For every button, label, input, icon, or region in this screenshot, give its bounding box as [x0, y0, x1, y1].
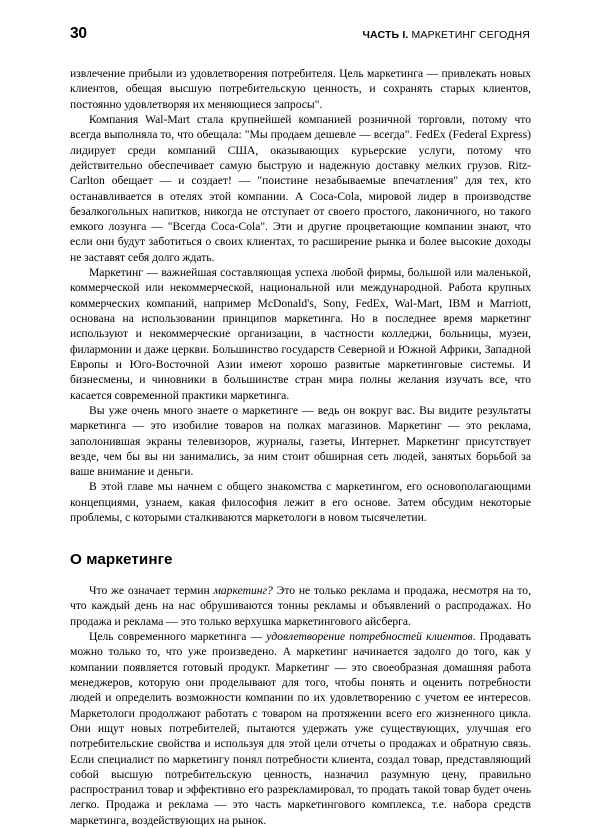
heading-spacer-below [70, 569, 531, 583]
emphasis-marketing-term: маркетинг? [213, 584, 273, 598]
text-column [70, 66, 531, 828]
header-title [363, 30, 530, 41]
paragraph-marketing-importance: Маркетинг — важнейшая составляющая успеха любой фирмы, большой или маленькой, коммерческой или некоммерческой, национальной или международной. Работа крупных коммерческих компаний, например McDonald's, Sony, FedEx, Wal-Mart, IBM и Marriott, основана на использовании принципов маркетинга. Но в последнее время маркетинг используют и некоммерческие организации, в частности колледжи, больницы, музеи, филармонии и даже церкви. Большинство государств Северной и Южной Африки, Западной Европы и Юго-Восточной Азии имеют хорошо развитые маркетинговые системы. И бизнесмены, и чиновники в большинстве стран мира полны желания изучать все, что касается современной практики маркетинга. [70, 266, 531, 402]
running-header [70, 26, 530, 42]
text-before-emphasis: Цель современного маркетинга — [89, 630, 267, 644]
header-part-label: ЧАСТЬ I. [362, 29, 409, 41]
paragraph-wal-mart: Компания Wal-Mart стала крупнейшей компанией розничной торговли, потому что всегда выполняла то, что обещала: "Мы продаем дешевле — всегда". FedEx (Federal Express) лидирует среди компаний США, оказывающих курьерские услуги, потому что действительно обеспечивает самую быструю и надежную доставку мелких грузов. Ritz-Carlton обещает — и создает! — "поистине незабываемые впечатления" для тех, кто останавливается в отелях этой компании. А Coca-Cola, мировой лидер в производстве безалкогольных напитков, никогда не отступает от своего простого, лаконичного, но такого емкого лозунга — "Всегда Coca-Cola". Эти и другие процветающие компании знают, что если они будут заботиться о своих клиентах, то расширение рынка и более высокие доходы не заставят себя долго ждать. [70, 112, 531, 264]
paragraph-marketing-around-you: Вы уже очень много знаете о маркетинге — ведь он вокруг вас. Вы видите результаты маркетинга — это изобилие товаров на полках магазинов. Маркетинг — это реклама, заполонившая экраны телевизоров, журналы, газеты, Интернет. Маркетинг присутствует везде, чем бы вы ни занимались, за ним стоит обширная сеть людей, занятых борьбой за ваше внимание и деньги. [70, 403, 531, 479]
text-after-emphasis: . Продавать можно только то, что уже произведено. А маркетинг начинается задолго до того, как у компании появляется готовый продукт. Маркетинг — это своеобразная домашняя работа менеджеров, которую они проделывают для того, чтобы понять и оценить потребности людей и определить возможности компании по их удовлетворению с учетом ее интересов. Маркетологи продолжают работать с товаром на протяжении всего его жизненного цикла. Они ищут новых потребителей, пытаются удержать уже существующих, улучшая его потребительские свойства и используя для этой цели отчеты о продажах и обратную связь. Если специалист по маркетингу понял потребности клиента, создал товар, представляющий собой высшую потребительскую ценность, назначил разумную цену, правильно распространил товар и эффективно его разрекламировал, то продать такой товар будет очень легко. Продажа и реклама — это часть маркетингового комплекса, т.е. набора средств маркетинга, воздействующих на рынок. [70, 630, 531, 827]
section-heading-about-marketing: О маркетинге [70, 551, 173, 569]
emphasis-customer-satisfaction: удовлетворение потребностей клиентов [266, 630, 473, 644]
paragraph-continuation: извлечение прибыли из удовлетворения потребителя. Цель маркетинга — привлекать новых клиентов, обещая высшую потребительскую ценность, и сохранять старых клиентов, постоянно удовлетворяя их меняющиеся запросы". [70, 67, 531, 111]
paragraph-what-is-marketing [70, 583, 531, 629]
text-after-emphasis: Это не только реклама и продажа, несмотря на то, что каждый день на нас обрушиваются тонны рекламы и объявлений о распродажах. Но продажа и реклама — это только верхушка маркетингового айсберга. [70, 584, 531, 628]
text-before-emphasis: Что же означает термин [89, 584, 214, 598]
paragraph-chapter-overview: В этой главе мы начнем с общего знакомства с маркетингом, его основополагающими концепциями, узнаем, какая философия лежит в его основе. Затем обсудим некоторые проблемы, с которыми сталкиваются маркетологи в новом тысячелетии. [70, 480, 531, 525]
header-section-title: МАРКЕТИНГ СЕГОДНЯ [411, 29, 530, 41]
paragraph-marketing-goal [70, 629, 531, 828]
page-number: 30 [70, 25, 87, 42]
heading-spacer-above [70, 525, 531, 552]
